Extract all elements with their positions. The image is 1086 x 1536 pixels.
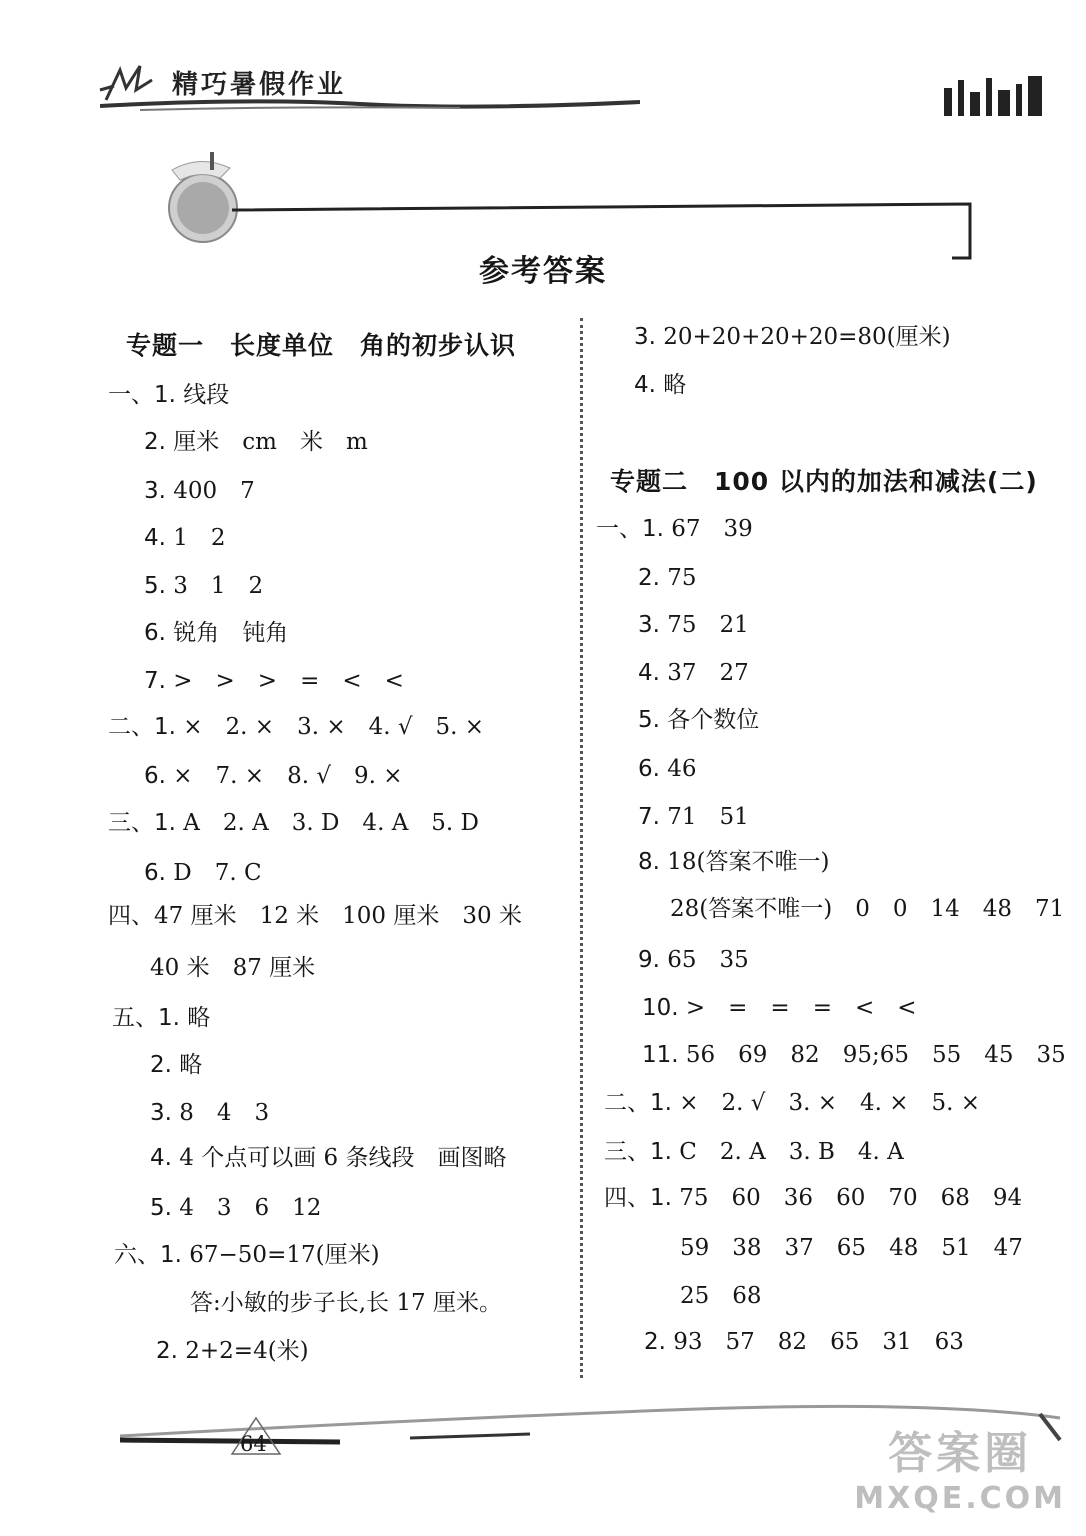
answer-line bbox=[634, 322, 951, 352]
answer-line bbox=[112, 1003, 210, 1033]
item-text: A 2. A 3. D 4. A 5. D bbox=[175, 810, 479, 836]
item-label: 11. bbox=[642, 1042, 679, 1068]
item-label: 三、1. bbox=[604, 1139, 672, 1165]
answer-line bbox=[144, 666, 404, 696]
item-label: 四、1. bbox=[604, 1185, 672, 1211]
answer-line bbox=[604, 1088, 980, 1118]
item-text: > > > = < < bbox=[165, 668, 404, 694]
item-text: 4 个点可以画 6 条线段 画图略 bbox=[171, 1145, 507, 1171]
item-text: 65 35 bbox=[659, 947, 749, 973]
item-label: 2. bbox=[150, 1052, 172, 1078]
answer-line bbox=[670, 894, 1064, 924]
item-text: 略 bbox=[179, 1005, 211, 1031]
item-text: 67 39 bbox=[663, 516, 753, 542]
item-text: 59 38 37 65 48 51 47 bbox=[680, 1235, 1023, 1261]
answer-line bbox=[150, 1098, 269, 1128]
item-text: 40 米 87 厘米 bbox=[150, 955, 316, 981]
answer-line bbox=[108, 808, 479, 838]
item-label: 2. bbox=[644, 1329, 666, 1355]
item-label: 四、 bbox=[108, 903, 154, 929]
answer-line bbox=[604, 1137, 904, 1167]
item-label: 6. bbox=[144, 860, 166, 886]
answer-line bbox=[144, 618, 288, 648]
answer-line bbox=[150, 953, 315, 983]
answer-line bbox=[596, 514, 753, 544]
item-text: 1 2 bbox=[165, 525, 226, 551]
item-label: 4. bbox=[144, 525, 166, 551]
answer-line bbox=[638, 847, 829, 877]
item-label: 4. bbox=[634, 372, 656, 398]
item-text: D 7. C bbox=[165, 860, 262, 886]
item-label: 二、1. bbox=[108, 714, 176, 740]
item-text: 75 bbox=[659, 565, 697, 591]
section-title-left: 专题一 长度单位 角的初步认识 bbox=[126, 331, 517, 360]
item-text: 75 21 bbox=[659, 612, 749, 638]
item-text: 67−50=17(厘米) bbox=[181, 1242, 380, 1268]
item-label: 3. bbox=[150, 1100, 172, 1126]
item-label: 6. bbox=[638, 756, 660, 782]
item-text: C 2. A 3. B 4. A bbox=[671, 1139, 904, 1165]
item-text: 18(答案不唯一) bbox=[659, 849, 830, 875]
answer-line bbox=[638, 658, 749, 688]
item-text: 3 1 2 bbox=[165, 573, 264, 599]
item-label: 6. bbox=[144, 763, 166, 789]
item-text: 4 3 6 12 bbox=[171, 1195, 322, 1221]
item-text: 93 57 82 65 31 63 bbox=[665, 1329, 964, 1355]
item-text: 28(答案不唯一) 0 0 14 48 71 bbox=[670, 896, 1065, 922]
watermark-url: MXQE.COM bbox=[854, 1481, 1066, 1516]
answer-line bbox=[144, 523, 226, 553]
header-title: 精巧暑假作业 bbox=[172, 70, 347, 100]
item-label: 二、1. bbox=[604, 1090, 672, 1116]
answer-line bbox=[638, 945, 749, 975]
answer-line bbox=[114, 1240, 380, 1270]
item-text: 厘米 cm 米 m bbox=[165, 429, 368, 455]
item-text: 2+2=4(米) bbox=[177, 1338, 309, 1364]
answer-line bbox=[680, 1233, 1023, 1263]
item-text: 46 bbox=[659, 756, 697, 782]
item-text: 答:小敏的步子长,长 17 厘米。 bbox=[190, 1290, 502, 1316]
column-divider bbox=[580, 318, 583, 1378]
item-text: × 2. × 3. × 4. √ 5. × bbox=[175, 714, 485, 740]
item-text: 400 7 bbox=[165, 478, 255, 504]
item-text: 略 bbox=[655, 372, 687, 398]
item-label: 5. bbox=[150, 1195, 172, 1221]
item-text: 37 27 bbox=[659, 660, 749, 686]
answer-line bbox=[644, 1327, 964, 1357]
answer-line bbox=[108, 380, 229, 410]
item-label: 9. bbox=[638, 947, 660, 973]
item-text: 47 厘米 12 米 100 厘米 30 米 bbox=[154, 903, 522, 929]
answer-line bbox=[638, 754, 697, 784]
answer-line bbox=[642, 1040, 1066, 1070]
item-label: 2. bbox=[638, 565, 660, 591]
answer-line bbox=[190, 1288, 502, 1318]
answer-line bbox=[144, 761, 403, 791]
item-text: × 7. × 8. √ 9. × bbox=[165, 763, 403, 789]
item-label: 六、1. bbox=[114, 1242, 182, 1268]
item-label: 2. bbox=[144, 429, 166, 455]
answer-line bbox=[638, 705, 759, 735]
item-label: 3. bbox=[144, 478, 166, 504]
item-text: 略 bbox=[171, 1052, 203, 1078]
answer-line bbox=[150, 1050, 202, 1080]
item-text: > = = = < < bbox=[678, 995, 917, 1021]
item-label: 3. bbox=[634, 324, 656, 350]
item-text: 8 4 3 bbox=[171, 1100, 270, 1126]
answer-line bbox=[604, 1183, 1022, 1213]
answer-line bbox=[144, 476, 255, 506]
answer-line bbox=[638, 563, 697, 593]
item-label: 4. bbox=[638, 660, 660, 686]
section-title-right: 专题二 100 以内的加法和减法(二) bbox=[610, 467, 1038, 496]
answer-line bbox=[108, 901, 522, 931]
item-text: 75 60 36 60 70 68 94 bbox=[671, 1185, 1023, 1211]
item-label: 2. bbox=[156, 1338, 178, 1364]
answer-line bbox=[634, 370, 686, 400]
item-label: 一、1. bbox=[108, 382, 176, 408]
header-ornament-icon bbox=[940, 70, 1050, 120]
item-label: 7. bbox=[638, 804, 660, 830]
item-label: 5. bbox=[144, 573, 166, 599]
answer-line bbox=[638, 802, 749, 832]
item-text: 各个数位 bbox=[659, 707, 760, 733]
answer-line bbox=[144, 427, 368, 457]
item-label: 一、1. bbox=[596, 516, 664, 542]
answer-line bbox=[144, 858, 262, 888]
answer-line bbox=[642, 993, 917, 1023]
item-text: 56 69 82 95;65 55 45 35 bbox=[678, 1042, 1066, 1068]
item-label: 五、1. bbox=[112, 1005, 180, 1031]
item-label: 4. bbox=[150, 1145, 172, 1171]
item-text: 25 68 bbox=[680, 1283, 762, 1309]
answer-line bbox=[144, 571, 263, 601]
page-number: 64 bbox=[240, 1432, 267, 1456]
answer-line bbox=[156, 1336, 309, 1366]
item-text: 线段 bbox=[175, 382, 230, 408]
answer-title: 参考答案 bbox=[479, 254, 607, 289]
item-label: 3. bbox=[638, 612, 660, 638]
watermark bbox=[854, 1417, 1066, 1516]
item-text: 71 51 bbox=[659, 804, 749, 830]
answer-line bbox=[638, 610, 749, 640]
watermark-logo-text: 答案圈 bbox=[888, 1428, 1033, 1479]
item-label: 8. bbox=[638, 849, 660, 875]
item-label: 三、1. bbox=[108, 810, 176, 836]
answer-line bbox=[680, 1281, 762, 1311]
item-text: × 2. √ 3. × 4. × 5. × bbox=[671, 1090, 981, 1116]
header-swoosh bbox=[100, 96, 640, 116]
item-text: 锐角 钝角 bbox=[165, 620, 289, 646]
item-text: 20+20+20+20=80(厘米) bbox=[655, 324, 951, 350]
item-label: 10. bbox=[642, 995, 679, 1021]
answer-line bbox=[108, 712, 484, 742]
item-label: 7. bbox=[144, 668, 166, 694]
answer-line bbox=[150, 1143, 506, 1173]
item-label: 5. bbox=[638, 707, 660, 733]
answer-line bbox=[150, 1193, 321, 1223]
item-label: 6. bbox=[144, 620, 166, 646]
